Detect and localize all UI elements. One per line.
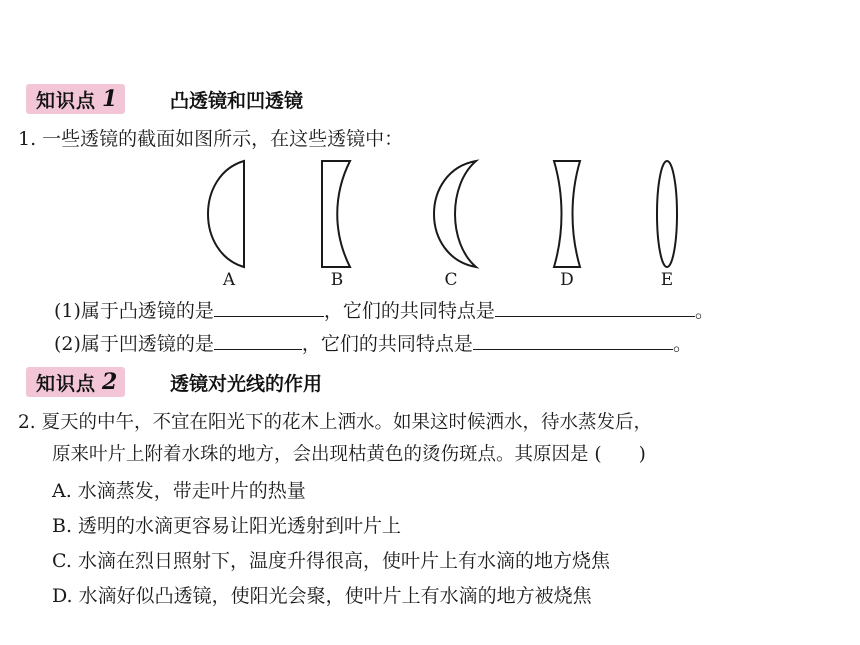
answer-blank-1b[interactable] xyxy=(495,298,695,317)
lens-b xyxy=(322,161,350,267)
lens-c xyxy=(434,161,476,267)
lens-a xyxy=(208,161,244,267)
option-a[interactable]: A. 水滴蒸发，带走叶片的热量 xyxy=(52,480,306,502)
section-title-1: 凸透镜和凹透镜 xyxy=(170,90,304,112)
option-c[interactable]: C. 水滴在烈日照射下，温度升得很高，使叶片上有水滴的地方烧焦 xyxy=(52,550,610,572)
section-badge-2 xyxy=(26,367,125,397)
part-1-text-a: (1)属于凸透镜的是 xyxy=(54,300,214,322)
badge-text: 知识点 xyxy=(36,89,97,112)
answer-blank-2a[interactable] xyxy=(214,331,302,350)
part-2-text-b: ，它们的共同特点是 xyxy=(301,333,473,355)
lens-label-c: C xyxy=(444,270,458,290)
question-1-part-2 xyxy=(54,330,692,358)
section-title-2: 透镜对光线的作用 xyxy=(170,373,323,395)
lens-label-a: A xyxy=(222,270,236,290)
option-d[interactable]: D. 水滴好似凸透镜，使阳光会聚，使叶片上有水滴的地方被烧焦 xyxy=(52,585,592,607)
option-b[interactable]: B. 透明的水滴更容易让阳光透射到叶片上 xyxy=(52,515,402,537)
part-1-end: 。 xyxy=(694,300,714,322)
question-1-stem: 1. 一些透镜的截面如图所示，在这些透镜中： xyxy=(18,128,404,150)
badge-text: 知识点 xyxy=(36,372,97,395)
question-2-stem-line-2: 原来叶片上附着水珠的地方，会出现枯黄色的烫伤斑点。其原因是 ( ) xyxy=(52,444,646,465)
lens-figure xyxy=(0,155,860,295)
answer-blank-2b[interactable] xyxy=(473,331,673,350)
lens-e xyxy=(657,161,677,267)
badge-number: 1 xyxy=(102,86,118,112)
lens-label-d: D xyxy=(560,270,574,290)
section-badge-1 xyxy=(26,84,125,114)
badge-number: 2 xyxy=(102,369,118,395)
lens-label-e: E xyxy=(660,270,674,290)
question-1-part-1 xyxy=(54,297,714,325)
part-2-end: 。 xyxy=(672,333,692,355)
question-2-stem-line-1: 2. 夏天的中午，不宜在阳光下的花木上洒水。如果这时候洒水，待水蒸发后， xyxy=(18,412,653,433)
lens-label-b: B xyxy=(330,270,344,290)
part-1-text-b: ，它们的共同特点是 xyxy=(323,300,495,322)
part-2-text-a: (2)属于凹透镜的是 xyxy=(54,333,214,355)
answer-blank-1a[interactable] xyxy=(214,298,324,317)
lens-d xyxy=(554,161,580,267)
